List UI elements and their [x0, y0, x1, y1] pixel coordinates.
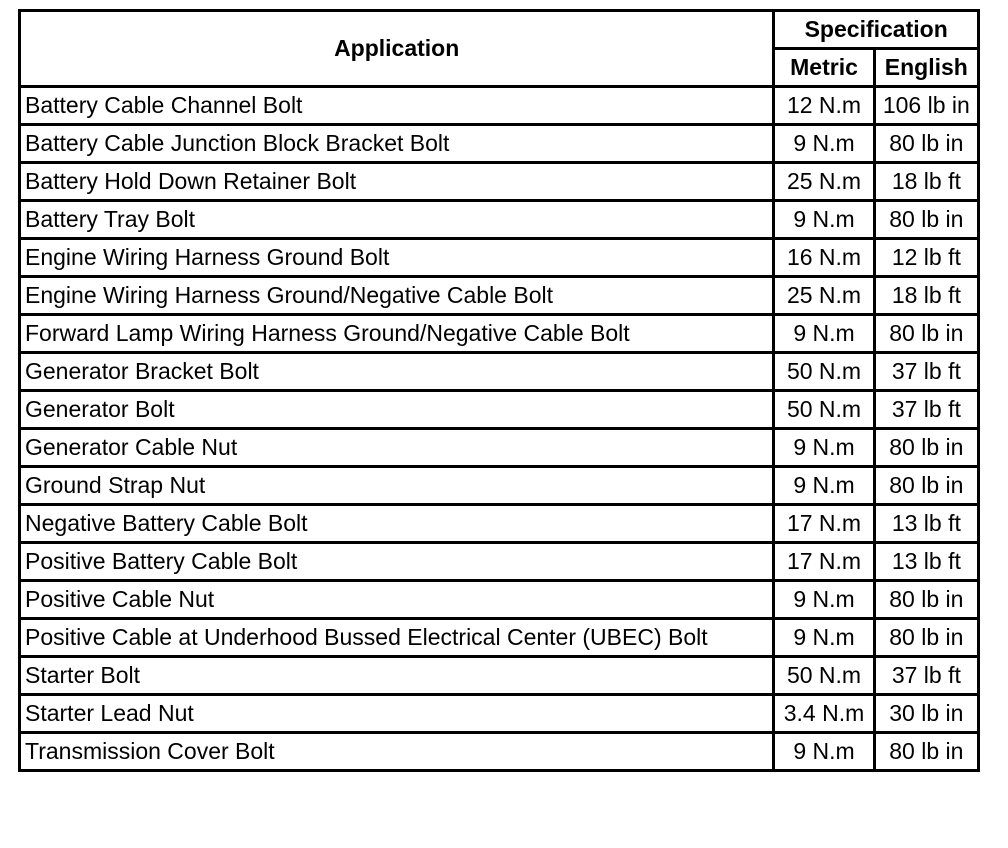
english-cell: 80 lb in — [874, 315, 978, 353]
application-cell: Battery Cable Channel Bolt — [20, 87, 774, 125]
english-cell: 80 lb in — [874, 125, 978, 163]
table-row — [20, 657, 979, 695]
application-cell: Starter Lead Nut — [20, 695, 774, 733]
english-cell: 80 lb in — [874, 429, 978, 467]
metric-cell: 9 N.m — [774, 733, 874, 771]
table-row — [20, 505, 979, 543]
english-cell: 106 lb in — [874, 87, 978, 125]
english-cell: 12 lb ft — [874, 239, 978, 277]
metric-cell: 9 N.m — [774, 201, 874, 239]
table-row — [20, 467, 979, 505]
application-cell: Negative Battery Cable Bolt — [20, 505, 774, 543]
table-row — [20, 315, 979, 353]
application-cell: Generator Bolt — [20, 391, 774, 429]
application-cell: Forward Lamp Wiring Harness Ground/Negative Cable Bolt — [20, 315, 774, 353]
table-row — [20, 619, 979, 657]
metric-cell: 9 N.m — [774, 429, 874, 467]
application-cell: Positive Cable at Underhood Bussed Electrical Center (UBEC) Bolt — [20, 619, 774, 657]
table-row — [20, 733, 979, 771]
english-cell: 80 lb in — [874, 733, 978, 771]
specification-header: Specification — [774, 11, 979, 49]
application-cell: Battery Hold Down Retainer Bolt — [20, 163, 774, 201]
metric-cell: 17 N.m — [774, 505, 874, 543]
english-cell: 37 lb ft — [874, 657, 978, 695]
english-cell: 13 lb ft — [874, 505, 978, 543]
table-row — [20, 239, 979, 277]
metric-cell: 17 N.m — [774, 543, 874, 581]
application-cell: Starter Bolt — [20, 657, 774, 695]
application-cell: Transmission Cover Bolt — [20, 733, 774, 771]
english-cell: 37 lb ft — [874, 391, 978, 429]
application-cell: Battery Cable Junction Block Bracket Bolt — [20, 125, 774, 163]
application-cell: Ground Strap Nut — [20, 467, 774, 505]
metric-cell: 25 N.m — [774, 277, 874, 315]
table-row — [20, 277, 979, 315]
application-cell: Generator Cable Nut — [20, 429, 774, 467]
metric-cell: 50 N.m — [774, 391, 874, 429]
application-cell: Engine Wiring Harness Ground/Negative Cable Bolt — [20, 277, 774, 315]
metric-cell: 16 N.m — [774, 239, 874, 277]
header-row-top — [20, 11, 979, 49]
table-row — [20, 125, 979, 163]
metric-cell: 3.4 N.m — [774, 695, 874, 733]
english-cell: 18 lb ft — [874, 163, 978, 201]
application-cell: Positive Battery Cable Bolt — [20, 543, 774, 581]
table-row — [20, 429, 979, 467]
table-row — [20, 391, 979, 429]
metric-cell: 25 N.m — [774, 163, 874, 201]
english-cell: 80 lb in — [874, 581, 978, 619]
table-row — [20, 695, 979, 733]
application-cell: Engine Wiring Harness Ground Bolt — [20, 239, 774, 277]
english-cell: 80 lb in — [874, 467, 978, 505]
table-row — [20, 543, 979, 581]
fastener-spec-table — [18, 9, 980, 772]
metric-cell: 9 N.m — [774, 315, 874, 353]
table-row — [20, 581, 979, 619]
metric-cell: 50 N.m — [774, 657, 874, 695]
table-row — [20, 87, 979, 125]
table-body — [20, 87, 979, 771]
metric-cell: 9 N.m — [774, 467, 874, 505]
english-cell: 30 lb in — [874, 695, 978, 733]
application-header: Application — [20, 11, 774, 87]
english-header: English — [874, 49, 978, 87]
english-cell: 18 lb ft — [874, 277, 978, 315]
metric-cell: 9 N.m — [774, 581, 874, 619]
metric-cell: 50 N.m — [774, 353, 874, 391]
application-cell: Positive Cable Nut — [20, 581, 774, 619]
metric-cell: 9 N.m — [774, 125, 874, 163]
application-cell: Battery Tray Bolt — [20, 201, 774, 239]
english-cell: 37 lb ft — [874, 353, 978, 391]
application-cell: Generator Bracket Bolt — [20, 353, 774, 391]
metric-cell: 12 N.m — [774, 87, 874, 125]
metric-header: Metric — [774, 49, 874, 87]
english-cell: 80 lb in — [874, 619, 978, 657]
english-cell: 80 lb in — [874, 201, 978, 239]
english-cell: 13 lb ft — [874, 543, 978, 581]
table-row — [20, 201, 979, 239]
table-row — [20, 353, 979, 391]
metric-cell: 9 N.m — [774, 619, 874, 657]
table-row — [20, 163, 979, 201]
